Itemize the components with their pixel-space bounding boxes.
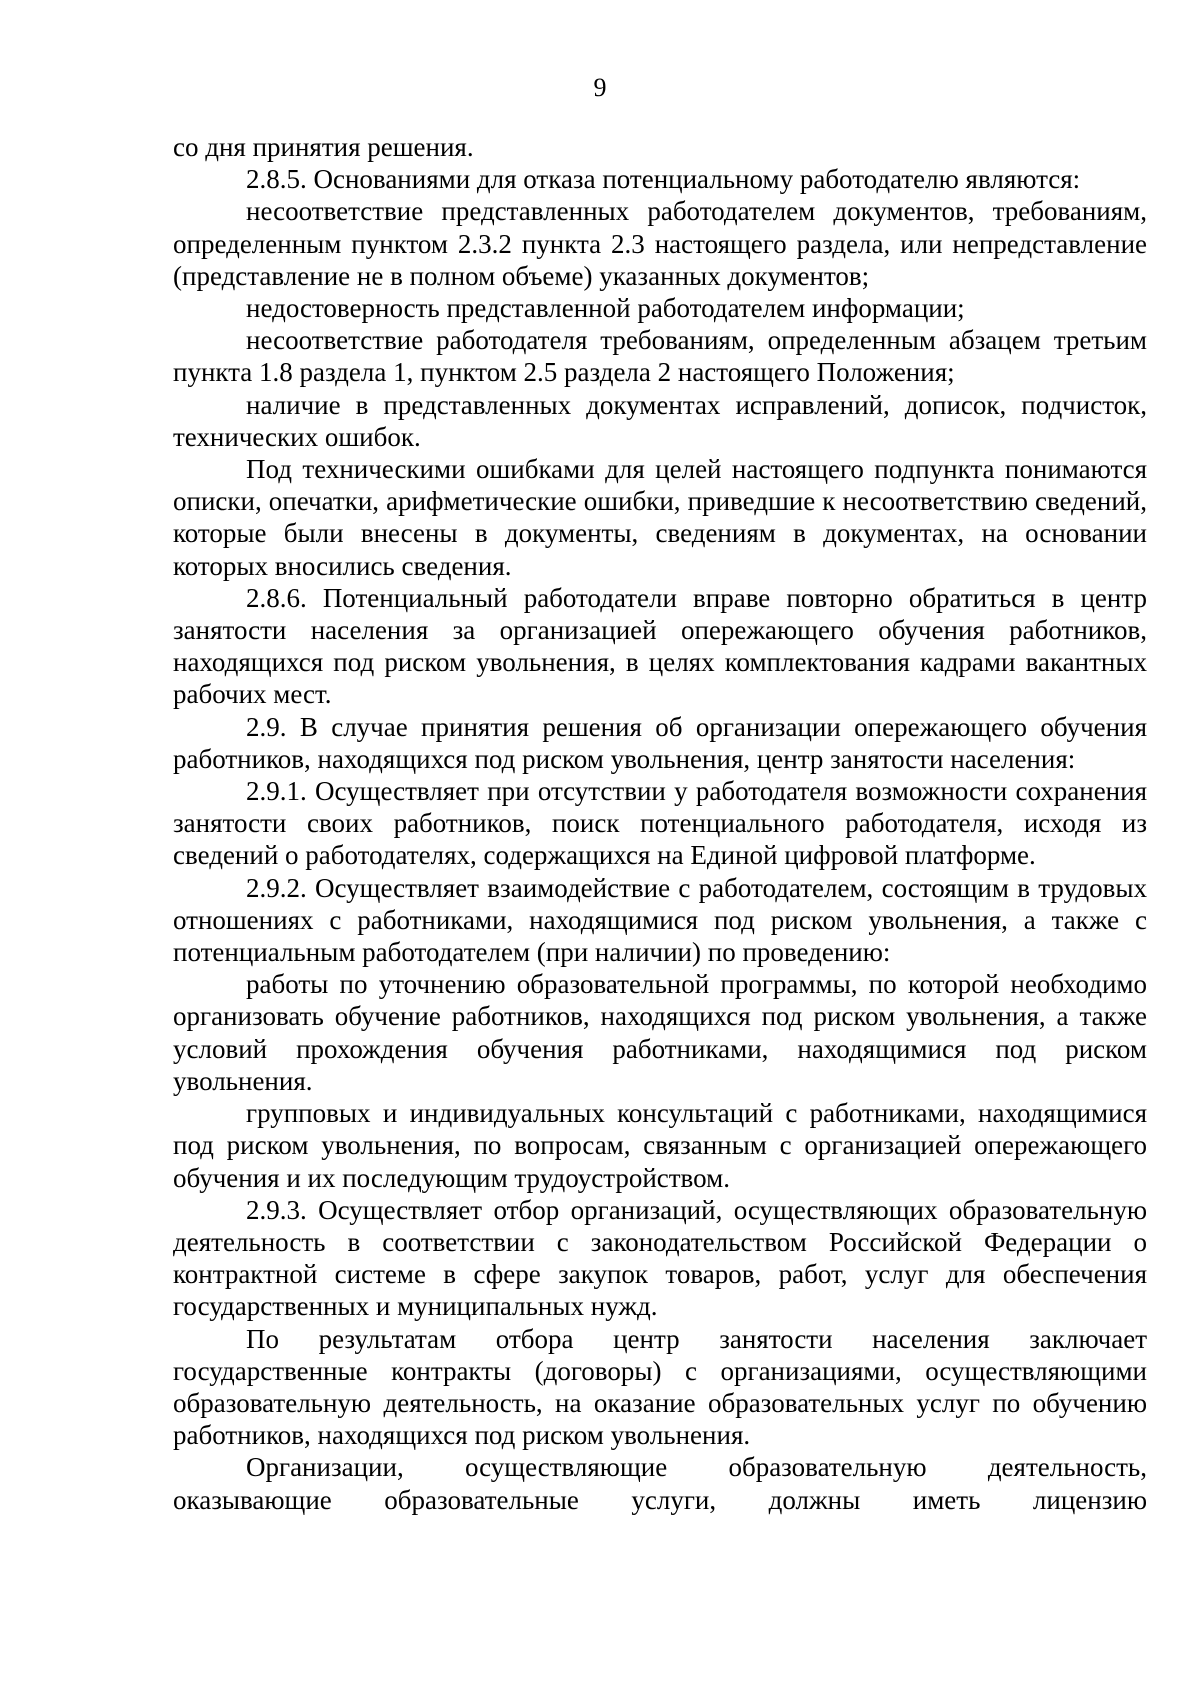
paragraph: несоответствие представленных работодателем документов, требованиям, определенным пунктом 2.3.2 пункта 2.3 настоящего раздела, или непредставление (представление не в полном объеме) указанных документов; xyxy=(173,196,1147,291)
paragraph: 2.9.2. Осуществляет взаимодействие с работодателем, состоящим в трудовых отношениях с работниками, находящимися под риском увольнения, а также с потенциальным работодателем (при наличии) по проведению: xyxy=(173,872,1147,968)
paragraph: несоответствие работодателя требованиям, определенным абзацем третьим пункта 1.8 раздела 1, пунктом 2.5 раздела 2 настоящего Положения; xyxy=(173,325,1147,388)
paragraph: Под техническими ошибками для целей настоящего подпункта понимаются описки, опечатки, арифметические ошибки, приведшие к несоответствию сведений, которые были внесены в документы, сведениям в документах, на основании которых вносились сведения. xyxy=(173,454,1147,581)
paragraph: 2.9.3. Осуществляет отбор организаций, осуществляющих образовательную деятельность в соответствии с законодательством Российской Федерации о контрактной системе в сфере закупок товаров, работ, услуг для обеспечения государственных и муниципальных нужд. xyxy=(173,1194,1147,1322)
paragraph: групповых и индивидуальных консультаций с работниками, находящимися под риском увольнения, по вопросам, связанным с организацией опережающего обучения и их последующим трудоустройством. xyxy=(173,1098,1147,1193)
page-number: 9 xyxy=(593,73,607,102)
paragraph: наличие в представленных документах исправлений, дописок, подчисток, технических ошибок. xyxy=(173,389,1147,452)
paragraph: 2.9. В случае принятия решения об организации опережающего обучения работников, находящихся под риском увольнения, центр занятости населения: xyxy=(173,711,1147,774)
paragraph: недостоверность представленной работодателем информации; xyxy=(246,293,965,324)
paragraph: По результатам отбора центр занятости населения заключает государственные контракты (договоры) с организациями, осуществляющими образовательную деятельность, на оказание образовательных услуг по обучению работников, находящихся под риском увольнения. xyxy=(173,1323,1147,1451)
paragraph: 2.9.1. Осуществляет при отсутствии у работодателя возможности сохранения занятости своих работников, поиск потенциального работодателя, исходя из сведений о работодателях, содержащихся на Единой цифровой платформе. xyxy=(173,776,1147,871)
paragraph: 2.8.6. Потенциальный работодатели вправе повторно обратиться в центр занятости населения за организацией опережающего обучения работников, находящихся под риском увольнения, в целях комплектования кадрами вакантных рабочих мест. xyxy=(173,582,1147,710)
paragraph: Организации, осуществляющие образовательную деятельность, оказывающие образовательные услуги, должны иметь лицензию xyxy=(173,1452,1147,1515)
document-body xyxy=(173,131,1147,1516)
paragraph: работы по уточнению образовательной программы, по которой необходимо организовать обучение работников, находящихся под риском увольнения, а также условий прохождения обучения работниками, находящимися под риском увольнения. xyxy=(173,969,1147,1096)
paragraph: со дня принятия решения. xyxy=(173,132,474,162)
paragraph: 2.8.5. Основаниями для отказа потенциальному работодателю являются: xyxy=(246,164,1081,195)
